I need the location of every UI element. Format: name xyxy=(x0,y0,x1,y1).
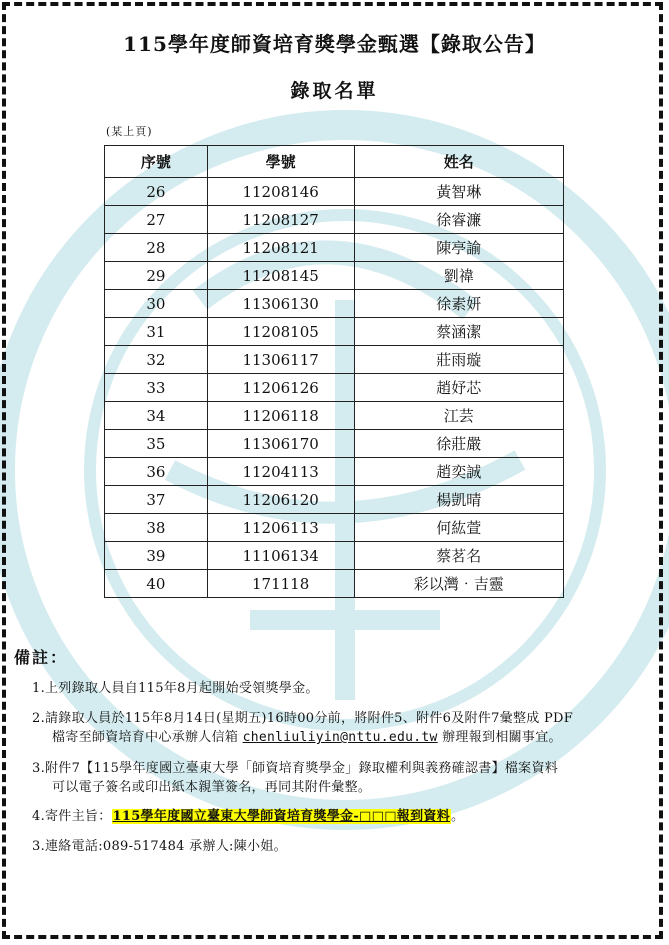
note-item-2 xyxy=(32,709,573,747)
table-row xyxy=(105,402,564,430)
cell-number: 34 xyxy=(105,402,208,430)
note-item-1 xyxy=(32,679,319,698)
note-2-line-2-post: 辦理報到相關事宜。 xyxy=(442,730,562,745)
page-title: 115學年度師資培育獎學金甄選【錄取公告】 xyxy=(123,32,546,56)
cell-number: 32 xyxy=(105,346,208,374)
cell-student-id: 11206126 xyxy=(207,374,354,402)
note-5-text: 3.連絡電話:089-517484 承辦人:陳小姐。 xyxy=(32,839,287,854)
cell-number: 33 xyxy=(105,374,208,402)
cell-student-id: 11306170 xyxy=(207,430,354,458)
note-2-line-2 xyxy=(32,728,573,747)
cell-number: 29 xyxy=(105,262,208,290)
note-item-4 xyxy=(32,807,464,826)
cell-name: 江芸 xyxy=(354,402,563,430)
table-row xyxy=(105,318,564,346)
cell-name: 黃智琳 xyxy=(354,178,563,206)
notes-heading: 備註： xyxy=(14,648,69,667)
continued-note: (某上頁) xyxy=(106,125,153,138)
cell-number: 28 xyxy=(105,234,208,262)
table-row xyxy=(105,178,564,206)
note-2-line-2-pre: 檔寄至師資培育中心承辦人信箱 xyxy=(52,730,239,745)
cell-student-id: 171118 xyxy=(207,570,354,598)
table-row xyxy=(105,234,564,262)
cell-student-id: 11208105 xyxy=(207,318,354,346)
table-row xyxy=(105,346,564,374)
header-name: 姓名 xyxy=(354,146,563,178)
cell-number: 37 xyxy=(105,486,208,514)
cell-name: 蔡茗名 xyxy=(354,542,563,570)
note-item-5 xyxy=(32,837,287,856)
cell-student-id: 11208146 xyxy=(207,178,354,206)
note-1-text: 1.上列錄取人員自115年8月起開始受領獎學金。 xyxy=(32,681,319,696)
note-3-line-1: 3.附件7【115學年度國立臺東大學「師資培育獎學金」錄取權利與義務確認書】檔案資料 xyxy=(32,761,559,776)
cell-name: 莊雨璇 xyxy=(354,346,563,374)
note-4-pre: 4.寄件主旨： xyxy=(32,809,112,824)
cell-name: 彩以灣‧吉靈 xyxy=(354,570,563,598)
email-subject-highlight: 115學年度國立臺東大學師資培育獎學金-□□□報到資料 xyxy=(112,809,450,824)
note-2-line-1: 2.請錄取人員於115年8月14日(星期五)16時00分前，將附件5、附件6及附件7彙整成 PDF xyxy=(32,711,574,726)
table-header-row xyxy=(105,146,564,178)
cell-student-id: 11206113 xyxy=(207,514,354,542)
note-4-post: 。 xyxy=(451,809,465,824)
cell-name: 趙奕誠 xyxy=(354,458,563,486)
cell-number: 26 xyxy=(105,178,208,206)
cell-name: 劉禕 xyxy=(354,262,563,290)
header-student-id: 學號 xyxy=(207,146,354,178)
cell-student-id: 11208145 xyxy=(207,262,354,290)
table-row xyxy=(105,514,564,542)
admission-table xyxy=(104,145,564,598)
cell-student-id: 11106134 xyxy=(207,542,354,570)
note-3-line-2: 可以電子簽名或印出紙本親筆簽名，再同其附件彙整。 xyxy=(52,780,372,795)
note-item-3 xyxy=(32,759,558,797)
cell-name: 蔡涵潔 xyxy=(354,318,563,346)
cell-student-id: 11208121 xyxy=(207,234,354,262)
cell-name: 陳亭諭 xyxy=(354,234,563,262)
cell-number: 31 xyxy=(105,318,208,346)
table-row xyxy=(105,290,564,318)
cell-number: 36 xyxy=(105,458,208,486)
table-row xyxy=(105,430,564,458)
table-row xyxy=(105,206,564,234)
table-row xyxy=(105,486,564,514)
table-row xyxy=(105,542,564,570)
cell-student-id: 11206120 xyxy=(207,486,354,514)
cell-number: 30 xyxy=(105,290,208,318)
cell-number: 27 xyxy=(105,206,208,234)
table-row xyxy=(105,570,564,598)
cell-student-id: 11306130 xyxy=(207,290,354,318)
cell-number: 39 xyxy=(105,542,208,570)
table-row xyxy=(105,458,564,486)
cell-student-id: 11204113 xyxy=(207,458,354,486)
contact-email-link[interactable]: chenliuliyin@nttu.edu.tw xyxy=(242,730,438,745)
cell-name: 趙妤芯 xyxy=(354,374,563,402)
cell-number: 40 xyxy=(105,570,208,598)
cell-name: 何紘萱 xyxy=(354,514,563,542)
cell-number: 38 xyxy=(105,514,208,542)
cell-student-id: 11208127 xyxy=(207,206,354,234)
cell-student-id: 11306117 xyxy=(207,346,354,374)
header-number: 序號 xyxy=(105,146,208,178)
cell-number: 35 xyxy=(105,430,208,458)
table-row xyxy=(105,374,564,402)
cell-name: 楊凱晴 xyxy=(354,486,563,514)
cell-name: 徐莊嚴 xyxy=(354,430,563,458)
cell-student-id: 11206118 xyxy=(207,402,354,430)
table-row xyxy=(105,262,564,290)
page-subtitle: 錄取名單 xyxy=(290,80,379,102)
cell-name: 徐睿濂 xyxy=(354,206,563,234)
cell-name: 徐素妍 xyxy=(354,290,563,318)
